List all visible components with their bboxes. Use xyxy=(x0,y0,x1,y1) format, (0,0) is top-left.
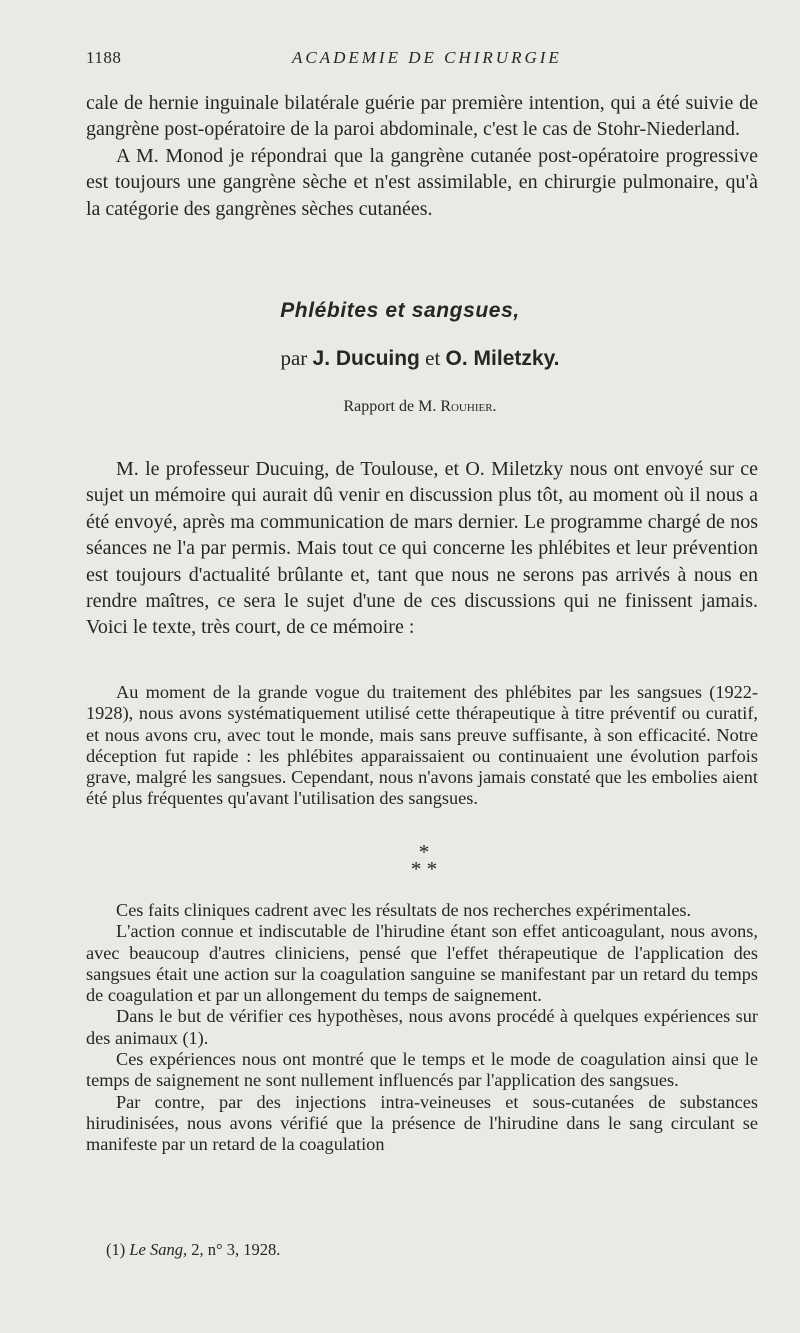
asterism-top: * xyxy=(418,840,430,864)
byline-author-2: O. Miletzky. xyxy=(445,347,560,370)
intro-paragraph: cale de hernie inguinale bilatérale guérie par première intention, qui a été suivie de gangrène post-opératoire de la paroi abdominale, c'est le cas de Stohr-Niederland. xyxy=(86,92,758,141)
excerpt-paragraph: Ces faits cliniques cadrent avec les résultats de nos recherches expérimentales. xyxy=(116,900,692,920)
rapport-line xyxy=(0,398,800,416)
memoir-excerpt-1 xyxy=(86,682,758,810)
running-head xyxy=(86,44,764,74)
rapport-name: Rouhier. xyxy=(440,398,497,415)
excerpt-paragraph: L'action connue et indiscutable de l'hirudine étant son effet anticoagulant, nous avons, avec beaucoup d'autres cliniciens, pensé que l'effet thérapeutique de l'application des sangsues était une action sur la coagulation sanguine se manifestant par un retard du temps de coagulation et par un allongement du temps de saignement. xyxy=(86,921,758,1006)
page-number: 1188 xyxy=(86,48,122,67)
byline-conjunction: et xyxy=(425,346,441,370)
memoir-excerpt-2 xyxy=(86,900,758,1156)
intro-text xyxy=(86,90,758,222)
footnote-reference: 2, n° 3, 1928. xyxy=(191,1240,281,1259)
rapport-prefix: Rapport de M. xyxy=(343,398,437,415)
asterism xyxy=(406,840,442,881)
journal-title: ACADEMIE DE CHIRURGIE xyxy=(292,48,562,67)
footnote xyxy=(106,1240,280,1260)
excerpt-paragraph: Ces expériences nous ont montré que le temps et le mode de coagulation ainsi que le temps de saignement ne sont nullement influencés par l'application des sangsues. xyxy=(86,1049,758,1091)
excerpt-paragraph: Au moment de la grande vogue du traitement des phlébites par les sangsues (1922-1928), nous avons systématiquement utilisé cette thérapeutique à titre préventif ou curatif, et nous avons cru, avec tout le monde, mais sans preuve suffisante, à son efficacité. Notre déception fut rapide : les phlébites apparaissaient ou continuaient une évolution parfois grave, malgré les sangsues. Cependant, nous n'avons jamais constaté que les embolies aient été plus fréquentes qu'avant l'utilisation des sangsues. xyxy=(86,682,758,809)
article-title: Phlébites et sangsues, xyxy=(280,299,520,322)
footnote-journal: Le Sang, xyxy=(129,1240,188,1259)
asterism-bottom: * * xyxy=(410,857,438,881)
article-byline xyxy=(0,346,800,371)
byline-author-1: J. Ducuing xyxy=(312,347,420,370)
byline-prefix: par xyxy=(280,346,308,370)
excerpt-paragraph: Dans le but de vérifier ces hypothèses, nous avons procédé à quelques expériences sur des animaux (1). xyxy=(86,1006,758,1048)
excerpt-paragraph: Par contre, par des injections intra-veineuses et sous-cutanées de substances hirudinisées, nous avons vérifié que la présence de l'hirudine dans le sang circulant se manifeste par un retard de la coagulation xyxy=(86,1091,758,1155)
report-text xyxy=(86,456,758,641)
report-paragraph: M. le professeur Ducuing, de Toulouse, et O. Miletzky nous ont envoyé sur ce sujet un mémoire qui aurait dû venir en discussion plus tôt, au moment où il nous a été envoyé, après ma communication de mars dernier. Le programme chargé de nos séances ne l'a par permis. Mais tout ce qui concerne les phlébites et leur prévention est toujours d'actualité brûlante et, tant que nous ne serons pas arrivés à nous en rendre maîtres, ce sera le sujet d'une de ces discussions qui ne finissent jamais. Voici le texte, très court, de ce mémoire : xyxy=(86,458,758,639)
intro-paragraph: A M. Monod je répondrai que la gangrène cutanée post-opératoire progressive est toujours une gangrène sèche et n'est assimilable, en chirurgie pulmonaire, qu'à la catégorie des gangrènes sèches cutanées. xyxy=(86,144,758,220)
footnote-marker: (1) xyxy=(106,1240,126,1259)
